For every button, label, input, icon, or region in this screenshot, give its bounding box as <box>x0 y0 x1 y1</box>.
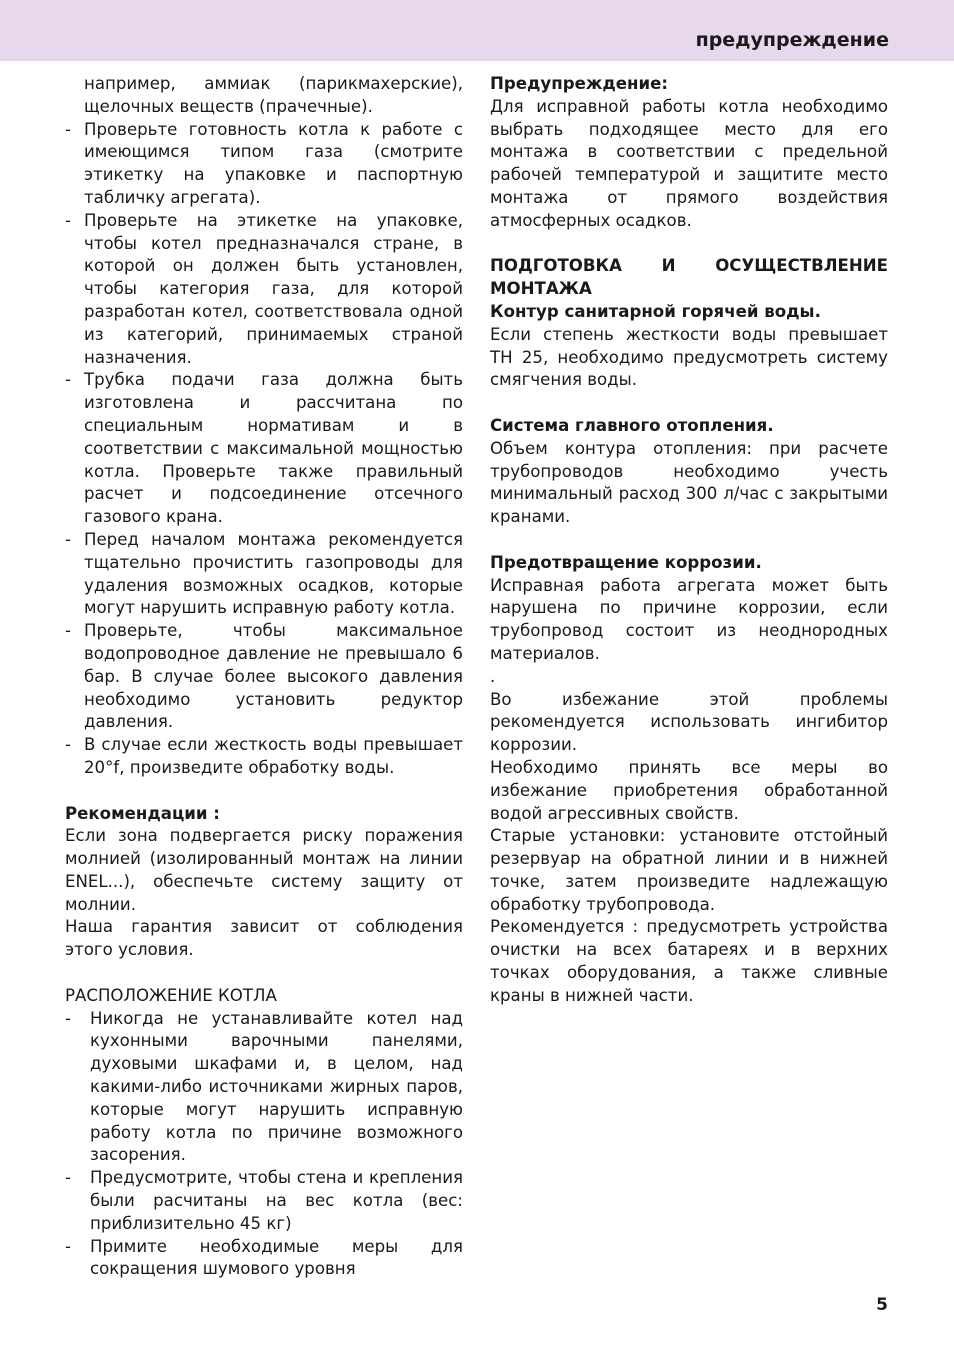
location-list <box>65 1008 463 1282</box>
measures-text: Необходимо принять все меры во избежание приобретения обработанной водой агрессивных свойств. <box>490 757 888 823</box>
list-item: - Проверьте, чтобы максимальное водопроводное давление не превышало 6 бар. В случае более высокого давления необходимо установить редуктор давления. <box>65 620 463 734</box>
recommend-text: Рекомендуется : предусмотреть устройства очистки на всех батареях и в верхних точках оборудования, а также сливные краны в нижней части. <box>490 917 888 1005</box>
old-installations-text: Старые установки: установите отстойный резервуар на обратной линии и в нижней точке, затем произведите надлежащую обработку трубопровода. <box>490 826 888 914</box>
intro-continuation: например, аммиак (парикмахерские), щелочных веществ (прачечные). <box>84 74 463 116</box>
left-column <box>65 73 463 1281</box>
right-column <box>490 73 888 1008</box>
page-number: 5 <box>876 1295 888 1315</box>
corrosion-heading: Предотвращение коррозии. <box>490 552 762 572</box>
inhibitor-text: Во избежание этой проблемы рекомендуется использовать ингибитор коррозии. <box>490 689 888 755</box>
preparation-heading: ПОДГОТОВКА И ОСУЩЕСТВЛЕНИЕ МОНТАЖА <box>490 256 888 299</box>
warning-text: Для исправной работы котла необходимо выбрать подходящее место для его монтажа в соответствии с предельной рабочей температурой и защитите место монтажа от прямого воздействия атмосферных осадков. <box>490 96 888 230</box>
list-item: - Предусмотрите, чтобы стена и крепления были расчитаны на вес котла (вес: приблизительно 45 кг) <box>65 1167 463 1235</box>
header-band <box>0 0 954 61</box>
list-item: - В случае если жесткость воды превышает 20°f, произведите обработку воды. <box>65 734 463 780</box>
recommendations-heading: Рекомендации : <box>65 803 220 823</box>
heating-text: Объем контура отопления: при расчете трубопроводов необходимо учесть минимальный расход 300 л/час с закрытыми кранами. <box>490 438 888 527</box>
warranty-text: Наша гарантия зависит от соблюдения этого условия. <box>65 917 463 960</box>
list-item: - Проверьте на этикетке на упаковке, чтобы котел предназначался стране, в которой он должен быть установлен, чтобы категория газа, для которой разработан котел, соответствовала одной из категорий, принимаемых страной назначения. <box>65 210 463 370</box>
heating-heading: Система главного отопления. <box>490 415 774 435</box>
list-item: - Проверьте готовность котла к работе с имеющимся типом газа (смотрите этикетку на упаковке и паспортную табличку агрегата). <box>65 119 463 210</box>
warning-heading: Предупреждение: <box>490 74 668 93</box>
list-item: - Примите необходимые меры для сокращения шумового уровня <box>65 1236 463 1282</box>
list-item: - Трубка подачи газа должна быть изготовлена и рассчитана по специальным нормативам и в соответствии с максимальной мощностью котла. Проверьте также правильный расчет и подсоединение отсечного газового крана. <box>65 369 463 529</box>
dhw-text: Если степень жесткости воды превышает ТН 25, необходимо предусмотреть систему смягчения воды. <box>490 324 888 390</box>
list-item: - Никогда не устанавливайте котел над кухонными варочными панелями, духовыми шкафами и, в целом, над какими-либо источниками жирных паров, которые могут нарушить исправную работу котла по причине возможного засорения. <box>65 1008 463 1168</box>
recommendations-text: Если зона подвергается риску поражения молнией (изолированный монтаж на линии ENEL...), обеспечьте систему защиту от молнии. <box>65 826 463 914</box>
section-title: предупреждение <box>695 29 889 51</box>
dot-line: . <box>490 666 496 686</box>
list-item: - Перед началом монтажа рекомендуется тщательно прочистить газопроводы для удаления возможных осадков, которые могут нарушить исправную работу котла. <box>65 529 463 620</box>
dhw-heading: Контур санитарной горячей воды. <box>490 301 821 321</box>
corrosion-text: Исправная работа агрегата может быть нарушена по причине коррозии, если трубопровод состоит из неоднородных материалов. <box>490 575 888 663</box>
checklist <box>65 119 463 780</box>
location-heading: РАСПОЛОЖЕНИЕ КОТЛА <box>65 985 277 1005</box>
